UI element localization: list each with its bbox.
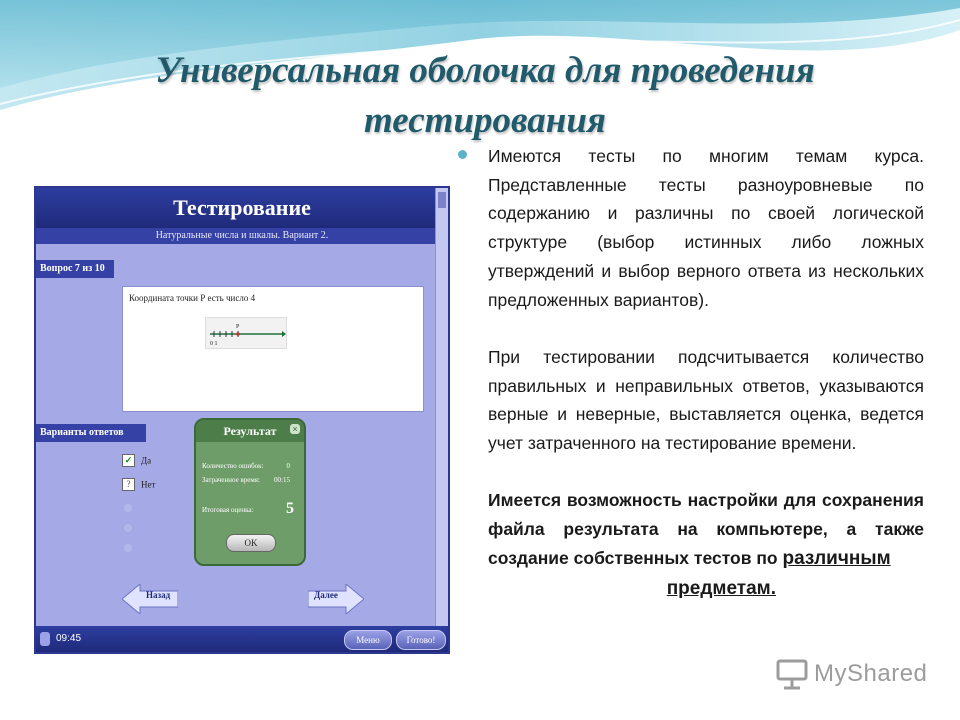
back-button[interactable] (122, 584, 178, 614)
time-spent-value: 00:15 (274, 476, 290, 484)
watermark (776, 658, 946, 690)
answer-option-yes[interactable] (122, 454, 151, 467)
ok-button[interactable]: OK (226, 534, 276, 552)
clock-icon (40, 632, 50, 646)
checkbox-question-icon[interactable]: ? (122, 478, 135, 491)
slide-title (60, 46, 910, 146)
paragraph-settings-end (488, 574, 924, 604)
paragraph-tests: Имеются тесты по многим темам курса. Представленные тесты разноуровневые по содержанию и различны по своей логической структуре (выбор истинных либо ложных утверждений и выбор верного ответа из нескольких предложенных вариантов). (488, 146, 924, 310)
menu-button[interactable]: Меню (344, 630, 392, 650)
answers-tab: Варианты ответов (36, 424, 146, 442)
checkbox-checked-icon[interactable]: ✓ (122, 454, 135, 467)
result-dialog (194, 418, 306, 566)
paragraph-gap (488, 314, 924, 343)
number-line-tick-labels: 0 1 (210, 341, 218, 347)
errors-value: 0 (286, 462, 290, 470)
final-grade-label: Итоговая оценка: (202, 506, 254, 514)
settings-emphasis-1: различным (782, 547, 891, 569)
empty-option-dot (124, 524, 132, 532)
watermark-text: MyShared (814, 660, 928, 687)
slide-title-line1: Универсальная оболочка для проведения (155, 50, 815, 91)
empty-option-dot (124, 504, 132, 512)
app-header: Тестирование (36, 188, 448, 228)
app-subheader: Натуральные числа и шкалы. Вариант 2. (36, 228, 448, 244)
answer-option-label: Нет (141, 479, 156, 490)
close-icon[interactable]: × (290, 424, 300, 434)
description-text (488, 142, 924, 603)
question-text: Координата точки Р есть число 4 (129, 293, 256, 303)
number-line (205, 317, 287, 349)
back-label: Назад (146, 590, 171, 600)
next-label: Далее (314, 590, 338, 600)
errors-label: Количество ошибок: (202, 462, 264, 470)
settings-emphasis-2: предметам. (666, 577, 776, 599)
settings-text: Имеется возможность настройки для сохранения файла результата на компьютере, а также создание собственных тестов по (488, 490, 924, 568)
paragraph-gap (488, 458, 924, 487)
time-spent-label: Затраченное время: (202, 476, 260, 484)
scrollbar-thumb[interactable] (438, 192, 446, 208)
number-line-point-label: P (236, 324, 240, 330)
final-grade-value: 5 (286, 500, 294, 517)
result-title: Результат (196, 420, 304, 442)
slide-title-line2: тестирования (364, 100, 606, 141)
presentation-board-icon (776, 658, 810, 690)
paragraph-settings (488, 486, 924, 573)
elapsed-time: 09:45 (56, 633, 82, 644)
app-scrollbar[interactable] (435, 188, 448, 652)
question-panel (122, 286, 424, 412)
bullet-icon (458, 150, 467, 159)
question-counter-tab: Вопрос 7 из 10 (36, 260, 114, 278)
next-button[interactable] (308, 584, 364, 614)
answer-option-no[interactable] (122, 478, 155, 491)
answer-option-label: Да (141, 455, 152, 466)
number-line-graphic (206, 318, 286, 348)
app-footer (36, 626, 448, 652)
done-button[interactable]: Готово! (396, 630, 446, 650)
empty-option-dot (124, 544, 132, 552)
paragraph-scoring: При тестировании подсчитывается количество правильных и неправильных ответов, указываются верные и неверные, выставляется оценка, ведется учет затраченного на тестирование времени. (488, 346, 924, 454)
testing-app-window (34, 186, 450, 654)
